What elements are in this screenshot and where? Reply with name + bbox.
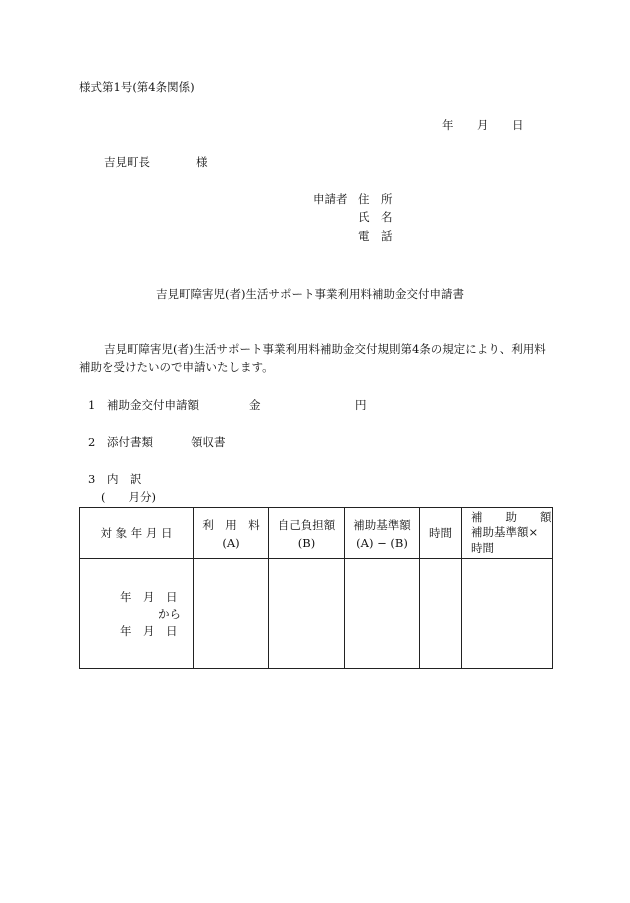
date-year: 年 [442, 118, 454, 132]
cell-usage-fee[interactable] [194, 559, 269, 669]
item-3-month: ( 月分) [101, 490, 156, 504]
addressee-honorific: 様 [196, 155, 208, 169]
table-header-row [80, 508, 553, 559]
body-line-1: 吉見町障害児(者)生活サポート事業利用料補助金交付規則第4条の規定により、利用料 [104, 342, 546, 356]
date-day: 日 [512, 118, 524, 132]
header-target-date: 対 象 年 月 日 [80, 508, 194, 559]
item-1-label: 補助金交付申請額 [107, 398, 199, 412]
header-hours: 時間 [420, 508, 462, 559]
item-3-label: 内 訳 [107, 472, 142, 486]
item-3-num: 3 [88, 472, 96, 486]
addressee-name: 吉見町長 [104, 155, 150, 169]
header-usage-fee: 利 用 料 (A) [194, 508, 269, 559]
form-number: 様式第1号(第4条関係) [79, 80, 195, 94]
date-month: 月 [477, 118, 489, 132]
applicant-label: 申請者 [313, 192, 348, 206]
cell-hours[interactable] [420, 559, 462, 669]
item-1-num: 1 [88, 398, 96, 412]
item-2-label: 添付書類 [107, 435, 153, 449]
cell-self-pay[interactable] [269, 559, 345, 669]
item-2-num: 2 [88, 435, 96, 449]
item-1-kin: 金 [249, 398, 261, 412]
table-row [80, 559, 553, 669]
name-label: 氏 名 [358, 210, 393, 224]
address-label: 住 所 [358, 192, 393, 206]
cell-subsidy[interactable] [462, 559, 553, 669]
to-date: 年 月 日 [120, 624, 178, 638]
header-subsidy: 補 助 額 補助基準額× 時間 [462, 508, 553, 559]
body-line-2: 補助を受けたいので申請いたします。 [79, 360, 274, 374]
from-date: 年 月 日 [120, 590, 178, 604]
cell-target-date [80, 559, 194, 669]
breakdown-table [79, 507, 553, 669]
item-2-value: 領収書 [191, 435, 226, 449]
document-title: 吉見町障害児(者)生活サポート事業利用料補助金交付申請書 [156, 287, 464, 301]
header-self-pay: 自己負担額 (B) [269, 508, 345, 559]
cell-base-amount[interactable] [345, 559, 420, 669]
kara-label: から [158, 607, 181, 621]
header-base-amount: 補助基準額 (A) − (B) [345, 508, 420, 559]
item-1-yen: 円 [355, 398, 367, 412]
phone-label: 電 話 [358, 229, 393, 243]
